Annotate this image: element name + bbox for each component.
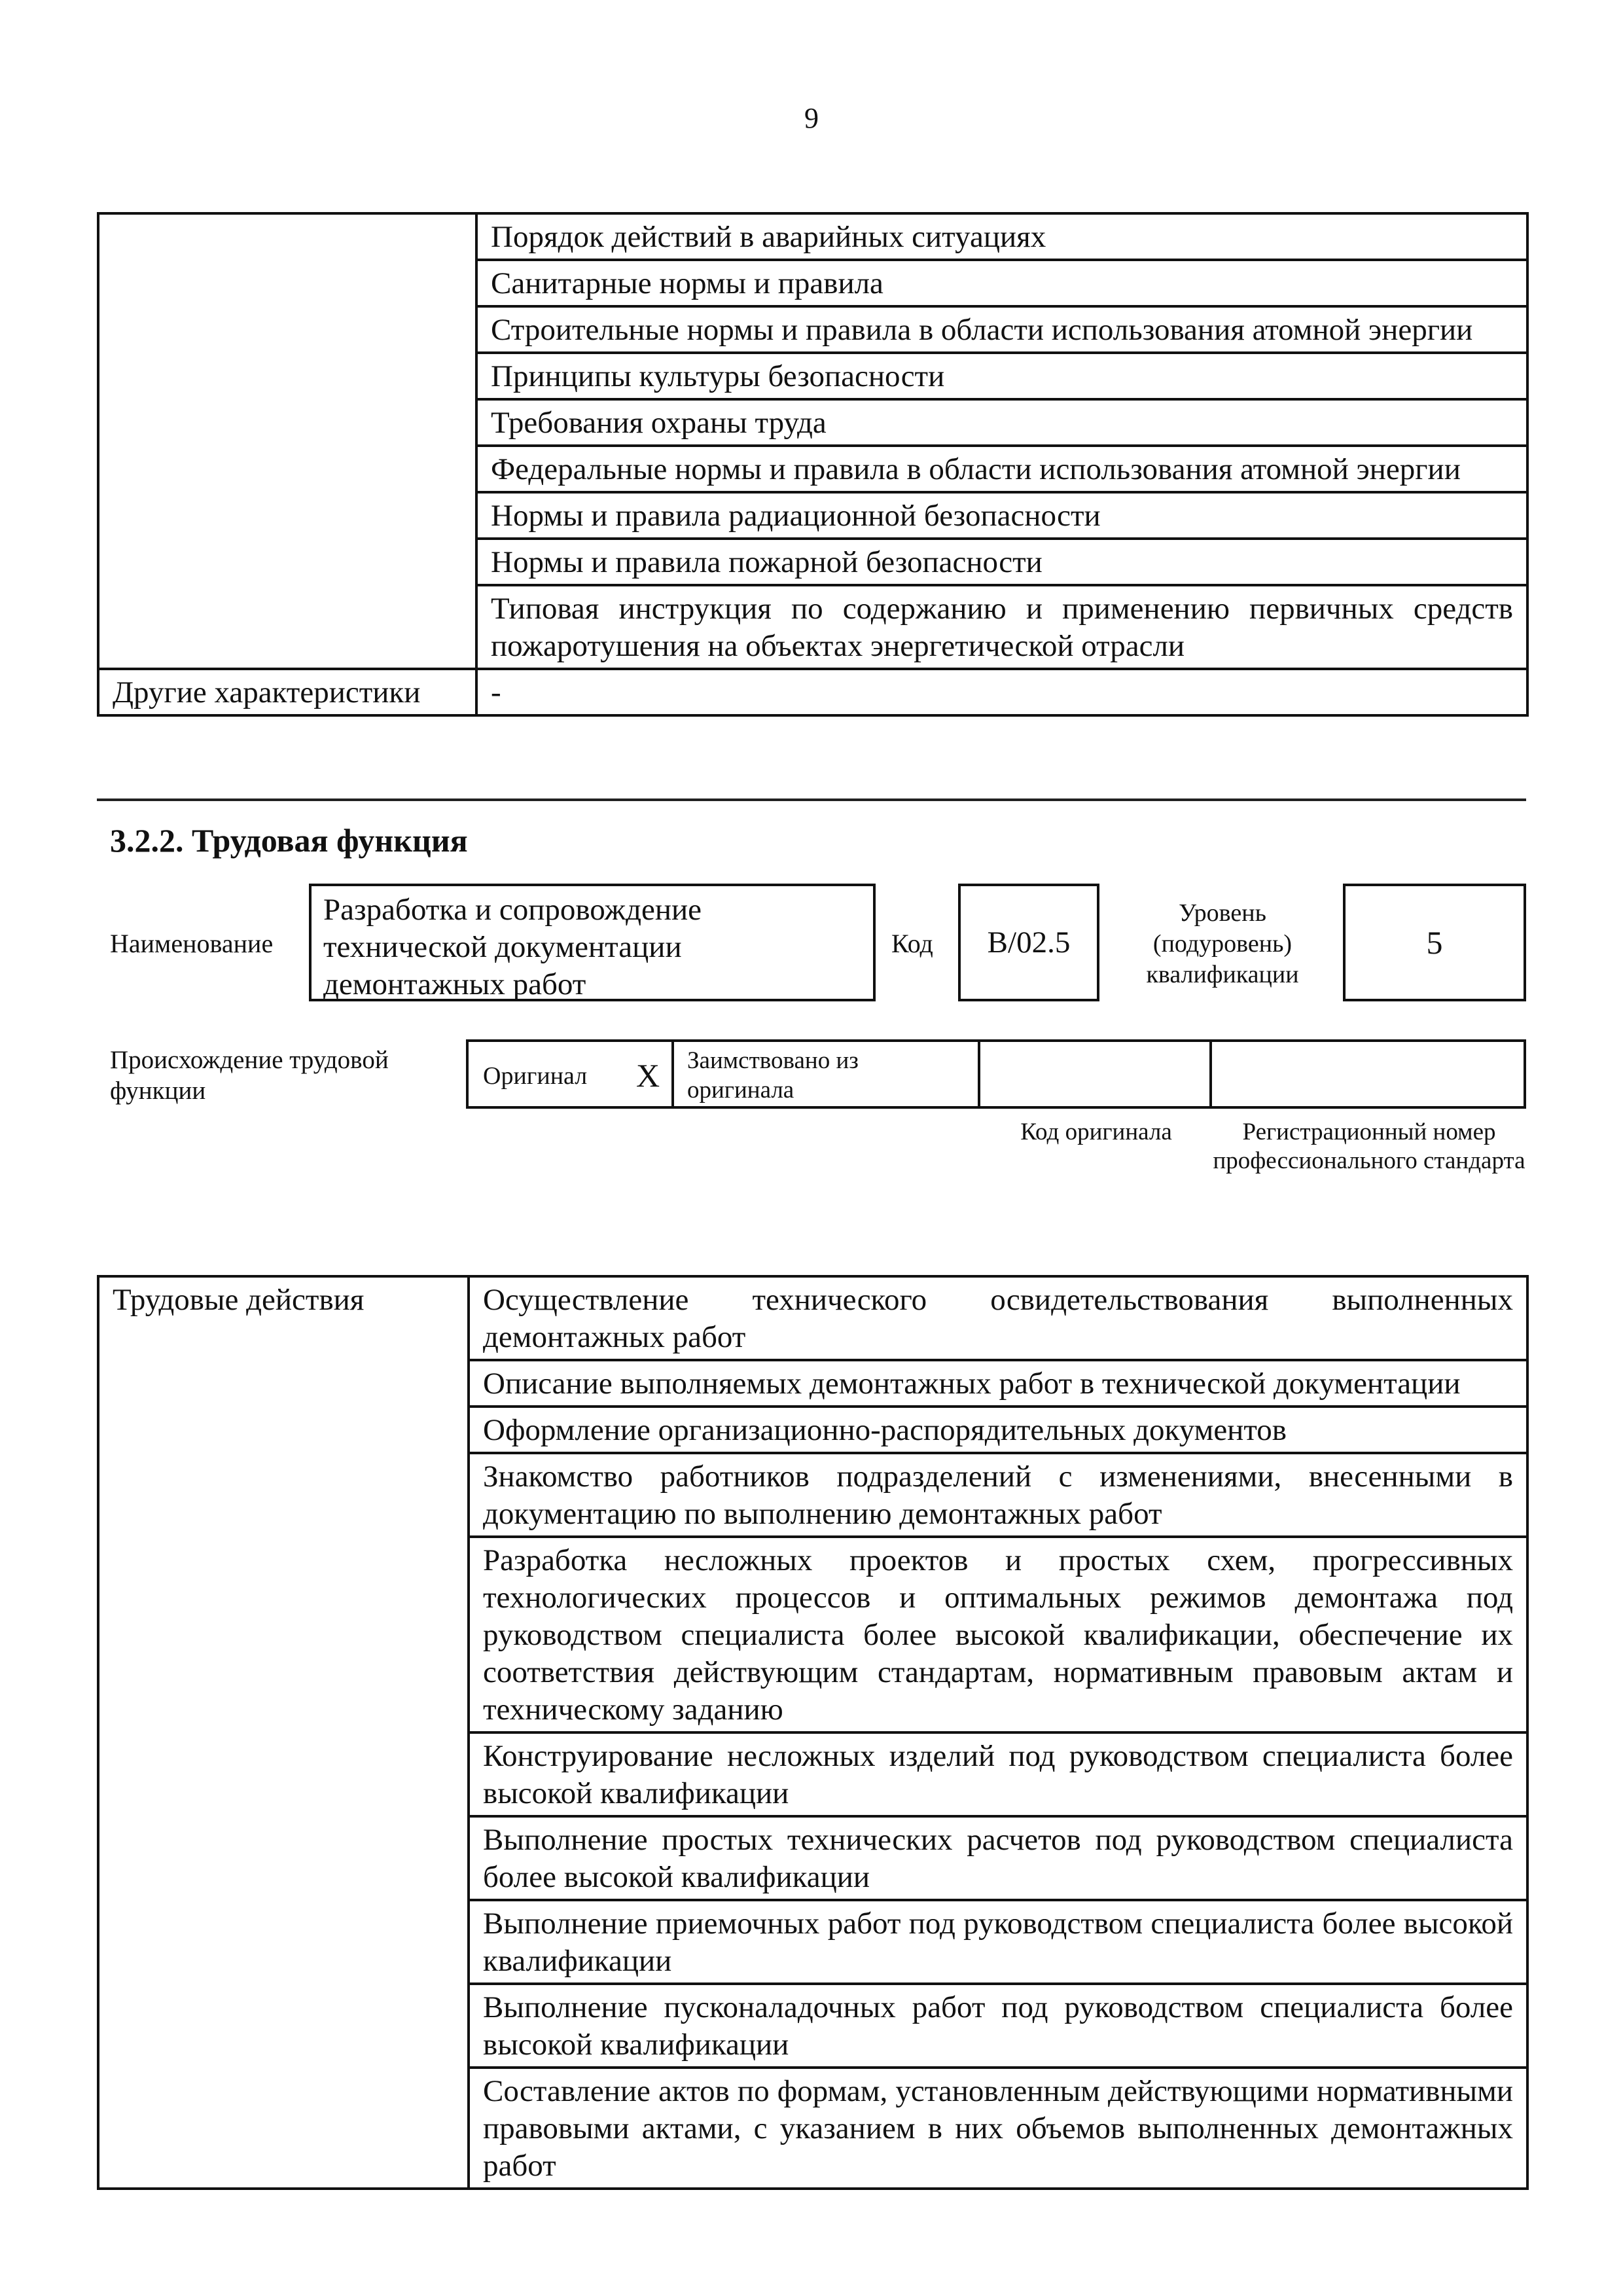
other-characteristics-label: Другие характеристики: [98, 669, 476, 715]
original-cell: [466, 1039, 674, 1109]
section-divider: [97, 798, 1526, 801]
labor-actions-table: [97, 1275, 1529, 2190]
labor-action-item: Осуществление технического освидетельствования выполненных демонтажных работ: [469, 1276, 1527, 1360]
level-label: Уровень (подуровень) квалификации: [1146, 899, 1299, 988]
knowledge-table: [97, 212, 1529, 717]
knowledge-item: Порядок действий в аварийных ситуациях: [476, 213, 1527, 260]
function-name-box: Разработка и сопровождение технической документации демонтажных работ: [309, 884, 876, 1001]
original-code-cell: [978, 1039, 1212, 1109]
origin-row: [466, 1039, 1526, 1109]
original-code-caption: Код оригинала: [1020, 1119, 1172, 1145]
knowledge-item: Санитарные нормы и правила: [476, 260, 1527, 306]
reg-number-caption: Регистрационный номер профессионального стандарта: [1213, 1119, 1525, 1174]
other-characteristics-value: -: [476, 669, 1527, 715]
code-label: Код: [891, 929, 933, 958]
labor-action-item: Разработка несложных проектов и простых схем, прогрессивных технологических процессов и оптимальных режимов демонтажа под руководством специалиста более высокой квалификации, обеспечение их соответствия действующим стандартам, нормативным правовым актам и техническому заданию: [469, 1537, 1527, 1732]
original-mark: X: [636, 1057, 660, 1094]
knowledge-item: Федеральные нормы и правила в области использования атомной энергии: [476, 446, 1527, 492]
labor-action-item: Знакомство работников подразделений с изменениями, внесенными в документацию по выполнению демонтажных работ: [469, 1453, 1527, 1537]
origin-label: Происхождение трудовой функции: [110, 1046, 389, 1105]
original-label: Оригинал: [483, 1062, 588, 1090]
labor-action-item: Оформление организационно-распорядительных документов: [469, 1407, 1527, 1453]
labor-action-item: Выполнение простых технических расчетов под руководством специалиста более высокой квалификации: [469, 1816, 1527, 1900]
labor-action-item: Выполнение пусконаладочных работ под руководством специалиста более высокой квалификации: [469, 1984, 1527, 2068]
knowledge-item: Требования охраны труда: [476, 399, 1527, 446]
labor-action-item: Составление актов по формам, установленным действующими нормативными правовыми актами, с указанием в них объемов выполненных демонтажных работ: [469, 2068, 1527, 2189]
labor-action-item: Выполнение приемочных работ под руководством специалиста более высокой квалификации: [469, 1900, 1527, 1984]
reg-number-cell: [1209, 1039, 1526, 1109]
labor-action-item: Конструирование несложных изделий под руководством специалиста более высокой квалификации: [469, 1732, 1527, 1816]
knowledge-item: Типовая инструкция по содержанию и применению первичных средств пожаротушения на объектах энергетической отрасли: [476, 585, 1527, 669]
section-title: 3.2.2. Трудовая функция: [110, 822, 468, 859]
knowledge-item: Принципы культуры безопасности: [476, 353, 1527, 399]
labor-actions-label: Трудовые действия: [98, 1276, 469, 2189]
code-value-box: B/02.5: [958, 884, 1099, 1001]
knowledge-item: Строительные нормы и правила в области использования атомной энергии: [476, 306, 1527, 353]
knowledge-left-cell: [98, 213, 476, 669]
knowledge-item: Нормы и правила радиационной безопасности: [476, 492, 1527, 539]
borrowed-cell: Заимствовано из оригинала: [671, 1039, 980, 1109]
knowledge-item: Нормы и правила пожарной безопасности: [476, 539, 1527, 585]
labor-action-item: Описание выполняемых демонтажных работ в технической документации: [469, 1360, 1527, 1407]
page-number: 9: [804, 102, 819, 134]
name-label: Наименование: [110, 929, 274, 958]
level-value-box: 5: [1343, 884, 1526, 1001]
